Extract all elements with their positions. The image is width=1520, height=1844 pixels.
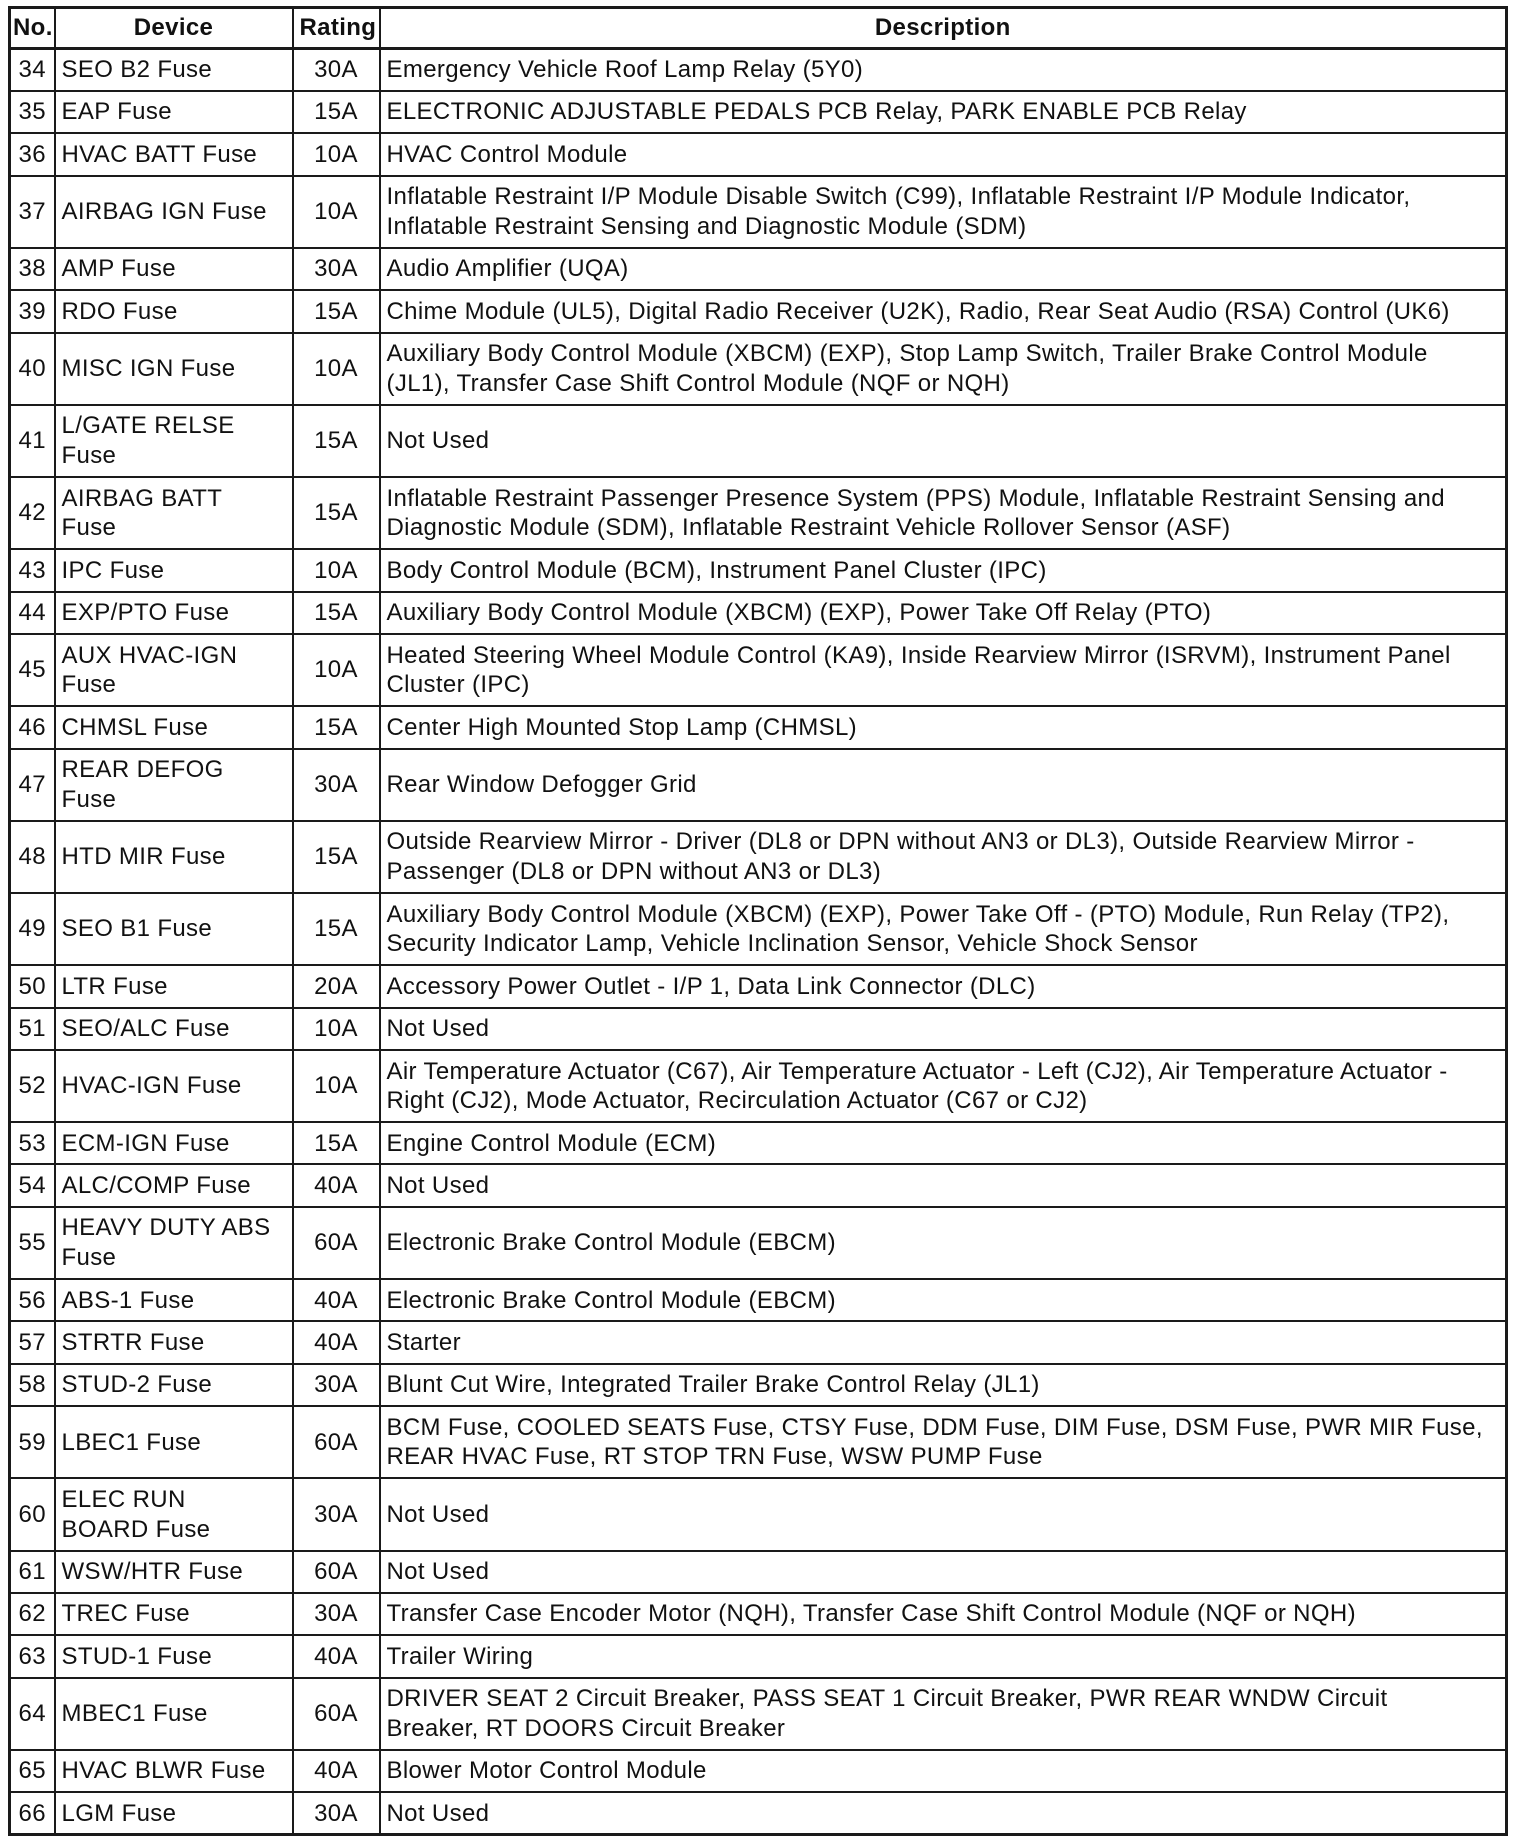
device-text-line: TREC Fuse	[61, 1600, 191, 1628]
fuse-number-cell: 53	[10, 1122, 55, 1164]
description-text-line: Chime Module (UL5), Digital Radio Receiver (U2K), Radio, Rear Seat Audio (RSA) Control (UK6)	[386, 297, 1450, 325]
fuse-number-cell: 36	[10, 133, 55, 175]
description-cell	[380, 965, 1507, 1007]
description-text-line: Security Indicator Lamp, Vehicle Inclination Sensor, Vehicle Shock Sensor	[386, 930, 1198, 958]
description-text-line: Diagnostic Module (SDM), Inflatable Restraint Vehicle Rollover Sensor (ASF)	[386, 514, 1231, 542]
table-row	[10, 592, 1507, 634]
rating-cell: 15A	[293, 592, 380, 634]
rating-cell: 15A	[293, 405, 380, 477]
description-cell	[380, 133, 1507, 175]
fuse-number-cell: 55	[10, 1207, 55, 1279]
description-text-line: Body Control Module (BCM), Instrument Panel Cluster (IPC)	[386, 556, 1047, 584]
description-text-line: Not Used	[386, 1014, 490, 1042]
description-cell	[380, 477, 1507, 549]
device-text-line: STUD-1 Fuse	[61, 1642, 213, 1670]
device-cell	[55, 821, 293, 893]
fuse-number-cell: 44	[10, 592, 55, 634]
table-row	[10, 1164, 1507, 1206]
description-cell	[380, 49, 1507, 91]
table-row	[10, 1008, 1507, 1050]
description-cell	[380, 176, 1507, 248]
device-cell	[55, 549, 293, 591]
rating-cell: 30A	[293, 1593, 380, 1635]
device-cell	[55, 1478, 293, 1550]
rating-cell: 30A	[293, 49, 380, 91]
description-cell	[380, 1050, 1507, 1122]
device-cell	[55, 1678, 293, 1750]
device-text-line: HTD MIR Fuse	[61, 843, 226, 871]
description-cell	[380, 1593, 1507, 1635]
description-text-line: Center High Mounted Stop Lamp (CHMSL)	[386, 713, 857, 741]
description-text-line: HVAC Control Module	[386, 140, 628, 168]
table-row	[10, 91, 1507, 133]
device-cell	[55, 405, 293, 477]
fuse-number-cell: 48	[10, 821, 55, 893]
device-cell	[55, 592, 293, 634]
device-cell	[55, 1551, 293, 1593]
rating-cell: 60A	[293, 1207, 380, 1279]
device-cell	[55, 1593, 293, 1635]
column-header-description: Description	[380, 8, 1507, 49]
rating-cell: 15A	[293, 706, 380, 748]
device-cell	[55, 1635, 293, 1677]
device-text-line: Fuse	[61, 514, 117, 542]
device-cell	[55, 1750, 293, 1792]
device-cell	[55, 91, 293, 133]
device-cell	[55, 1207, 293, 1279]
device-text-line: AMP Fuse	[61, 255, 176, 283]
rating-cell: 30A	[293, 1478, 380, 1550]
rating-cell: 30A	[293, 1364, 380, 1406]
description-cell	[380, 1164, 1507, 1206]
description-text-line: Blower Motor Control Module	[386, 1757, 707, 1785]
device-text-line: EXP/PTO Fuse	[61, 599, 230, 627]
column-header-device: Device	[55, 8, 293, 49]
fuse-number-cell: 52	[10, 1050, 55, 1122]
description-text-line: (JL1), Transfer Case Shift Control Module (NQF or NQH)	[386, 369, 1010, 397]
fuse-number-cell: 39	[10, 290, 55, 332]
device-cell	[55, 706, 293, 748]
description-cell	[380, 592, 1507, 634]
device-cell	[55, 1050, 293, 1122]
device-cell	[55, 1321, 293, 1363]
description-cell	[380, 549, 1507, 591]
fuse-number-cell: 51	[10, 1008, 55, 1050]
fuse-number-cell: 42	[10, 477, 55, 549]
device-text-line: Fuse	[61, 785, 117, 813]
rating-cell: 60A	[293, 1678, 380, 1750]
device-text-line: HVAC BLWR Fuse	[61, 1757, 266, 1785]
rating-cell: 10A	[293, 333, 380, 405]
table-row	[10, 1050, 1507, 1122]
device-cell	[55, 749, 293, 821]
description-text-line: Engine Control Module (ECM)	[386, 1129, 717, 1157]
table-row	[10, 549, 1507, 591]
rating-cell: 15A	[293, 893, 380, 965]
description-text-line: Auxiliary Body Control Module (XBCM) (EXP), Power Take Off - (PTO) Module, Run Relay (TP2),	[386, 900, 1450, 928]
table-header	[10, 8, 1507, 49]
description-text-line: Auxiliary Body Control Module (XBCM) (EXP), Stop Lamp Switch, Trailer Brake Control Module	[386, 340, 1428, 368]
device-text-line: REAR DEFOG	[61, 756, 224, 784]
rating-cell: 30A	[293, 1792, 380, 1834]
description-cell	[380, 893, 1507, 965]
device-text-line: MISC IGN Fuse	[61, 354, 236, 382]
description-cell	[380, 1551, 1507, 1593]
fuse-number-cell: 54	[10, 1164, 55, 1206]
device-text-line: WSW/HTR Fuse	[61, 1558, 244, 1586]
header-row	[10, 8, 1507, 49]
table-row	[10, 1678, 1507, 1750]
description-cell	[380, 1792, 1507, 1834]
device-cell	[55, 1122, 293, 1164]
description-text-line: Breaker, RT DOORS Circuit Breaker	[386, 1714, 786, 1742]
device-text-line: SEO B2 Fuse	[61, 56, 213, 84]
table-row	[10, 49, 1507, 91]
fuse-number-cell: 63	[10, 1635, 55, 1677]
device-cell	[55, 1792, 293, 1834]
device-cell	[55, 1406, 293, 1478]
device-cell	[55, 634, 293, 706]
device-text-line: IPC Fuse	[61, 556, 165, 584]
description-cell	[380, 248, 1507, 290]
table-row	[10, 1406, 1507, 1478]
description-cell	[380, 1321, 1507, 1363]
description-cell	[380, 1207, 1507, 1279]
table-row	[10, 1321, 1507, 1363]
fuse-number-cell: 34	[10, 49, 55, 91]
fuse-number-cell: 43	[10, 549, 55, 591]
description-cell	[380, 1678, 1507, 1750]
fuse-number-cell: 62	[10, 1593, 55, 1635]
device-cell	[55, 477, 293, 549]
device-cell	[55, 1164, 293, 1206]
device-text-line: HEAVY DUTY ABS	[61, 1214, 271, 1242]
device-cell	[55, 176, 293, 248]
column-header-no: No.	[10, 8, 55, 49]
table-row	[10, 1364, 1507, 1406]
description-cell	[380, 1478, 1507, 1550]
device-text-line: AIRBAG IGN Fuse	[61, 198, 267, 226]
fuse-number-cell: 66	[10, 1792, 55, 1834]
description-text-line: Auxiliary Body Control Module (XBCM) (EXP), Power Take Off Relay (PTO)	[386, 599, 1212, 627]
rating-cell: 10A	[293, 176, 380, 248]
rating-cell: 40A	[293, 1321, 380, 1363]
device-text-line: LBEC1 Fuse	[61, 1428, 202, 1456]
fuse-number-cell: 46	[10, 706, 55, 748]
description-text-line: Not Used	[386, 1500, 490, 1528]
table-row	[10, 965, 1507, 1007]
description-cell	[380, 1279, 1507, 1321]
device-text-line: HVAC BATT Fuse	[61, 140, 258, 168]
fuse-number-cell: 40	[10, 333, 55, 405]
description-cell	[380, 1364, 1507, 1406]
description-text-line: BCM Fuse, COOLED SEATS Fuse, CTSY Fuse, DDM Fuse, DIM Fuse, DSM Fuse, PWR MIR Fuse,	[386, 1413, 1483, 1441]
rating-cell: 40A	[293, 1279, 380, 1321]
table-row	[10, 248, 1507, 290]
rating-cell: 15A	[293, 477, 380, 549]
table-row	[10, 1551, 1507, 1593]
rating-cell: 30A	[293, 248, 380, 290]
device-text-line: ELEC RUN	[61, 1486, 186, 1514]
device-text-line: HVAC-IGN Fuse	[61, 1072, 242, 1100]
table-row	[10, 333, 1507, 405]
device-text-line: MBEC1 Fuse	[61, 1700, 208, 1728]
description-text-line: Inflatable Restraint Sensing and Diagnostic Module (SDM)	[386, 212, 1027, 240]
description-text-line: Outside Rearview Mirror - Driver (DL8 or DPN without AN3 or DL3), Outside Rearview Mirror -	[386, 828, 1415, 856]
description-text-line: Starter	[386, 1328, 461, 1356]
device-text-line: AIRBAG BATT	[61, 484, 223, 512]
description-text-line: REAR HVAC Fuse, RT STOP TRN Fuse, WSW PUMP Fuse	[386, 1443, 1043, 1471]
rating-cell: 40A	[293, 1635, 380, 1677]
fuse-table	[8, 6, 1508, 1836]
description-cell	[380, 706, 1507, 748]
fuse-number-cell: 60	[10, 1478, 55, 1550]
rating-cell: 15A	[293, 1122, 380, 1164]
description-text-line: Heated Steering Wheel Module Control (KA9), Inside Rearview Mirror (ISRVM), Instrument Panel	[386, 641, 1451, 669]
fuse-number-cell: 56	[10, 1279, 55, 1321]
rating-cell: 20A	[293, 965, 380, 1007]
device-text-line: L/GATE RELSE	[61, 412, 235, 440]
fuse-number-cell: 38	[10, 248, 55, 290]
device-text-line: SEO B1 Fuse	[61, 915, 213, 943]
description-cell	[380, 405, 1507, 477]
description-cell	[380, 821, 1507, 893]
table-row	[10, 1478, 1507, 1550]
fuse-number-cell: 64	[10, 1678, 55, 1750]
description-text-line: Not Used	[386, 427, 490, 455]
description-cell	[380, 1008, 1507, 1050]
description-cell	[380, 1635, 1507, 1677]
description-cell	[380, 91, 1507, 133]
device-text-line: STUD-2 Fuse	[61, 1371, 213, 1399]
description-text-line: Transfer Case Encoder Motor (NQH), Transfer Case Shift Control Module (NQF or NQH)	[386, 1600, 1356, 1628]
rating-cell: 40A	[293, 1164, 380, 1206]
table-row	[10, 634, 1507, 706]
description-cell	[380, 634, 1507, 706]
rating-cell: 60A	[293, 1406, 380, 1478]
fuse-number-cell: 59	[10, 1406, 55, 1478]
device-text-line: STRTR Fuse	[61, 1328, 205, 1356]
description-text-line: Passenger (DL8 or DPN without AN3 or DL3)	[386, 857, 882, 885]
description-text-line: ELECTRONIC ADJUSTABLE PEDALS PCB Relay, PARK ENABLE PCB Relay	[386, 98, 1247, 126]
table-row	[10, 290, 1507, 332]
table-row	[10, 821, 1507, 893]
description-text-line: Rear Window Defogger Grid	[386, 770, 697, 798]
table-row	[10, 1122, 1507, 1164]
fuse-number-cell: 49	[10, 893, 55, 965]
table-row	[10, 133, 1507, 175]
rating-cell: 10A	[293, 634, 380, 706]
device-text-line: EAP Fuse	[61, 98, 172, 126]
fuse-number-cell: 37	[10, 176, 55, 248]
table-row	[10, 749, 1507, 821]
fuse-number-cell: 61	[10, 1551, 55, 1593]
description-cell	[380, 333, 1507, 405]
rating-cell: 10A	[293, 549, 380, 591]
device-text-line: SEO/ALC Fuse	[61, 1014, 230, 1042]
rating-cell: 60A	[293, 1551, 380, 1593]
description-text-line: Not Used	[386, 1799, 490, 1827]
description-text-line: Cluster (IPC)	[386, 671, 530, 699]
table-row	[10, 477, 1507, 549]
device-cell	[55, 1279, 293, 1321]
description-text-line: Electronic Brake Control Module (EBCM)	[386, 1286, 836, 1314]
fuse-number-cell: 57	[10, 1321, 55, 1363]
rating-cell: 15A	[293, 821, 380, 893]
description-cell	[380, 290, 1507, 332]
description-text-line: Not Used	[386, 1558, 490, 1586]
description-text-line: Emergency Vehicle Roof Lamp Relay (5Y0)	[386, 56, 864, 84]
device-text-line: RDO Fuse	[61, 297, 178, 325]
fuse-number-cell: 58	[10, 1364, 55, 1406]
fuse-number-cell: 50	[10, 965, 55, 1007]
rating-cell: 15A	[293, 91, 380, 133]
device-text-line: AUX HVAC-IGN	[61, 641, 238, 669]
device-text-line: LTR Fuse	[61, 972, 168, 1000]
fuse-number-cell: 65	[10, 1750, 55, 1792]
device-cell	[55, 333, 293, 405]
device-text-line: Fuse	[61, 671, 117, 699]
device-cell	[55, 248, 293, 290]
fuse-number-cell: 47	[10, 749, 55, 821]
description-text-line: Inflatable Restraint I/P Module Disable Switch (C99), Inflatable Restraint I/P Module Indicator,	[386, 183, 1411, 211]
table-row	[10, 405, 1507, 477]
table-row	[10, 706, 1507, 748]
rating-cell: 10A	[293, 133, 380, 175]
device-cell	[55, 965, 293, 1007]
table-row	[10, 1207, 1507, 1279]
table-body	[10, 49, 1507, 1835]
description-text-line: Trailer Wiring	[386, 1642, 534, 1670]
rating-cell: 40A	[293, 1750, 380, 1792]
table-row	[10, 893, 1507, 965]
description-text-line: Not Used	[386, 1171, 490, 1199]
table-row	[10, 176, 1507, 248]
device-cell	[55, 290, 293, 332]
table-row	[10, 1792, 1507, 1834]
table-row	[10, 1593, 1507, 1635]
device-cell	[55, 1008, 293, 1050]
fuse-number-cell: 41	[10, 405, 55, 477]
description-text-line: DRIVER SEAT 2 Circuit Breaker, PASS SEAT 1 Circuit Breaker, PWR REAR WNDW Circuit	[386, 1685, 1388, 1713]
device-cell	[55, 893, 293, 965]
device-cell	[55, 49, 293, 91]
device-text-line: Fuse	[61, 1243, 117, 1271]
rating-cell: 10A	[293, 1050, 380, 1122]
table-row	[10, 1750, 1507, 1792]
fuse-number-cell: 35	[10, 91, 55, 133]
description-text-line: Inflatable Restraint Passenger Presence System (PPS) Module, Inflatable Restraint Sensing and	[386, 484, 1445, 512]
description-text-line: Audio Amplifier (UQA)	[386, 255, 629, 283]
description-cell	[380, 1122, 1507, 1164]
fuse-number-cell: 45	[10, 634, 55, 706]
device-cell	[55, 133, 293, 175]
description-cell	[380, 1750, 1507, 1792]
device-text-line: CHMSL Fuse	[61, 713, 209, 741]
device-text-line: Fuse	[61, 441, 117, 469]
device-text-line: ABS-1 Fuse	[61, 1286, 195, 1314]
device-text-line: ECM-IGN Fuse	[61, 1129, 230, 1157]
device-cell	[55, 1364, 293, 1406]
column-header-rating: Rating	[293, 8, 380, 49]
description-text-line: Air Temperature Actuator (C67), Air Temperature Actuator - Left (CJ2), Air Temperature Actuator -	[386, 1057, 1448, 1085]
device-text-line: LGM Fuse	[61, 1799, 177, 1827]
description-text-line: Electronic Brake Control Module (EBCM)	[386, 1229, 836, 1257]
description-text-line: Blunt Cut Wire, Integrated Trailer Brake Control Relay (JL1)	[386, 1371, 1040, 1399]
description-cell	[380, 1406, 1507, 1478]
table-row	[10, 1279, 1507, 1321]
rating-cell: 15A	[293, 290, 380, 332]
device-text-line: ALC/COMP Fuse	[61, 1171, 251, 1199]
description-text-line: Right (CJ2), Mode Actuator, Recirculation Actuator (C67 or CJ2)	[386, 1087, 1088, 1114]
table-row	[10, 1635, 1507, 1677]
rating-cell: 10A	[293, 1008, 380, 1050]
description-text-line: Accessory Power Outlet - I/P 1, Data Link Connector (DLC)	[386, 972, 1036, 1000]
device-text-line: BOARD Fuse	[61, 1515, 211, 1543]
description-cell	[380, 749, 1507, 821]
rating-cell: 30A	[293, 749, 380, 821]
